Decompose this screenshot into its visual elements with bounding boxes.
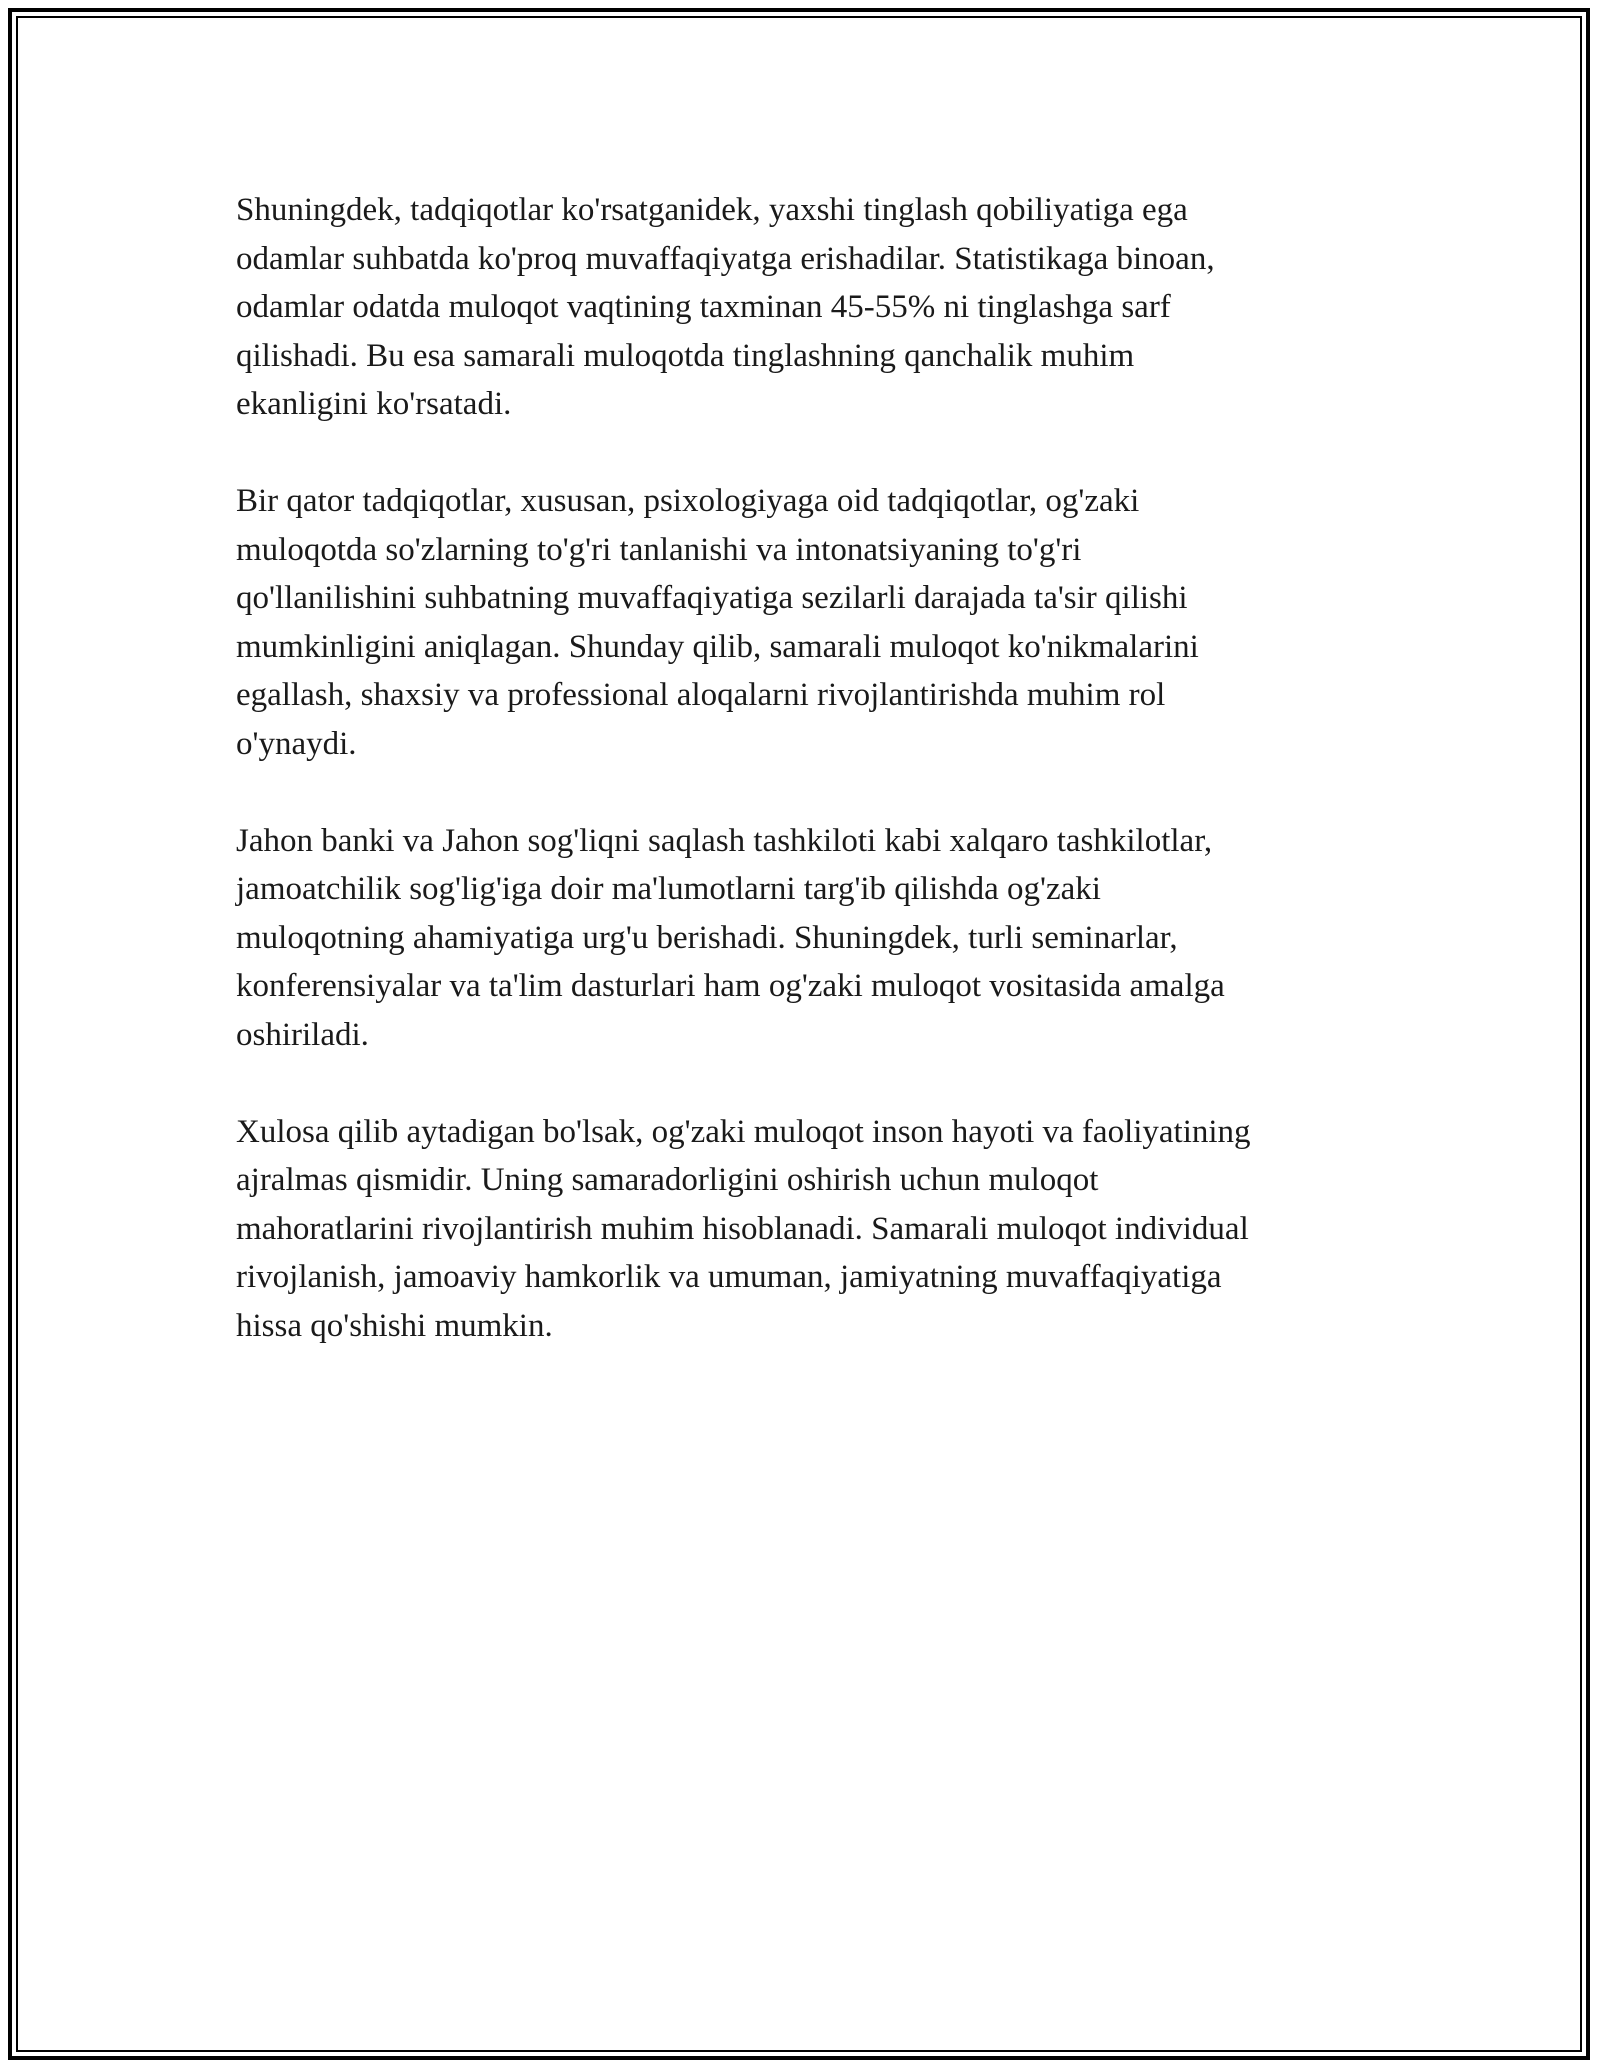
text-line: egallash, shaxsiy va professional aloqalarni rivojlantirishda muhim rol <box>236 677 1166 713</box>
text-line: mahoratlarini rivojlantirish muhim hisoblanadi. Samarali muloqot individual <box>236 1210 1249 1247</box>
text-line: ekanligini ko'rsatadi. <box>236 386 512 422</box>
text-line: Shuningdek, tadqiqotlar ko'rsatganidek, yaxshi tinglash qobiliyatiga ega <box>236 192 1188 228</box>
text-line: Xulosa qilib aytadigan bo'lsak, og'zaki muloqot inson hayoti va faoliyatining <box>236 1113 1251 1150</box>
paragraph-4 <box>236 1108 1396 1351</box>
text-line: oshiriladi. <box>236 1016 369 1053</box>
text-line: qilishadi. Bu esa samarali muloqotda tinglashning qanchalik muhim <box>236 337 1135 374</box>
text-line: hissa qo'shishi mumkin. <box>236 1307 553 1344</box>
text-line: konferensiyalar va ta'lim dasturlari ham og'zaki muloqot vositasida amalga <box>236 968 1225 1004</box>
text-line: Bir qator tadqiqotlar, xususan, psixologiyaga oid tadqiqotlar, og'zaki <box>236 483 1140 519</box>
document-body <box>236 186 1396 1399</box>
paragraph-2 <box>236 477 1396 768</box>
text-line: rivojlanish, jamoaviy hamkorlik va umuman, jamiyatning muvaffaqiyatiga <box>236 1259 1222 1295</box>
text-line: Jahon banki va Jahon sog'liqni saqlash tashkiloti kabi xalqaro tashkilotlar, <box>236 822 1213 859</box>
text-line: mumkinligini aniqlagan. Shunday qilib, samarali muloqot ko'nikmalarini <box>236 628 1199 665</box>
text-line: qo'llanilishini suhbatning muvaffaqiyatiga sezilarli darajada ta'sir qilishi <box>236 580 1188 616</box>
paragraph-3 <box>236 817 1396 1060</box>
text-line: muloqotning ahamiyatiga urg'u berishadi. Shuningdek, turli seminarlar, <box>236 919 1178 956</box>
text-line: ajralmas qismidir. Uning samaradorligini oshirish uchun muloqot <box>236 1162 1099 1198</box>
paragraph-1 <box>236 186 1396 429</box>
text-line: jamoatchilik sog'lig'iga doir ma'lumotlarni targ'ib qilishda og'zaki <box>236 871 1101 907</box>
text-line: o'ynaydi. <box>236 725 357 762</box>
text-line: odamlar suhbatda ko'proq muvaffaqiyatga erishadilar. Statistikaga binoan, <box>236 240 1215 277</box>
text-line: muloqotda so'zlarning to'g'ri tanlanishi va intonatsiyaning to'g'ri <box>236 531 1082 568</box>
text-line: odamlar odatda muloqot vaqtining taxminan 45-55% ni tinglashga sarf <box>236 289 1171 325</box>
